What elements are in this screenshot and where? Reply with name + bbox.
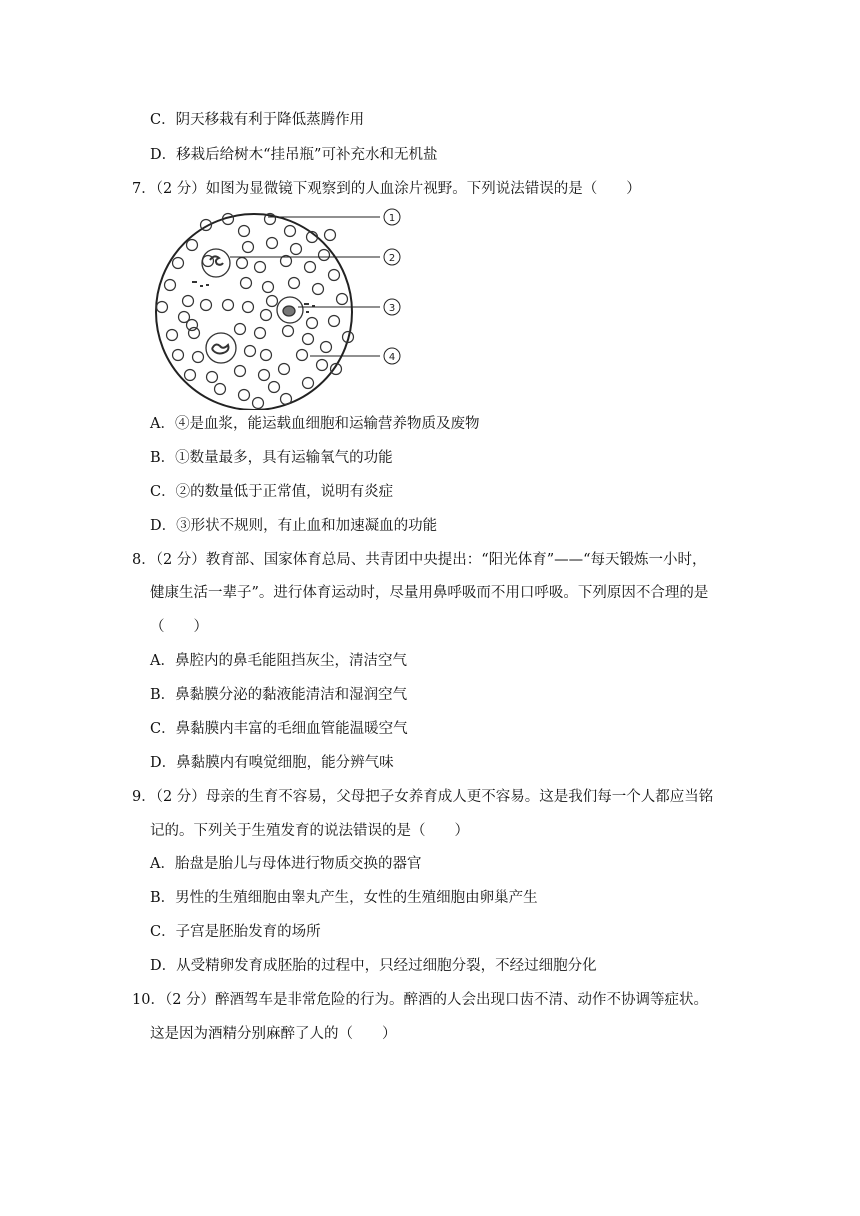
q10-stem-line1: 10．（2 分）醉酒驾车是非常危险的行为。醉酒的人会出现口齿不清、动作不协调等症状。 [132,992,709,1008]
red-blood-cell [223,300,234,311]
red-blood-cell [321,342,332,353]
red-blood-cell [255,328,266,339]
red-blood-cell [173,350,184,361]
q7-stem: 7．（2 分）如图为显微镜下观察到的人血涂片视野。下列说法错误的是（ ） [132,181,641,197]
q10-stem-line2: 这是因为酒精分别麻醉了人的（ ） [150,1026,397,1042]
red-blood-cell [207,372,218,383]
red-blood-cell [261,350,272,361]
blood-smear-figure [148,205,408,410]
red-blood-cell [187,240,198,251]
red-blood-cell [319,250,330,261]
red-blood-cell [255,262,266,273]
red-blood-cell [325,230,336,241]
q8-stem-line2: 健康生活一辈子”。进行体育运动时，尽量用鼻呼吸而不用口呼吸。下列原因不合理的是 [150,585,709,601]
red-blood-cell [337,294,348,305]
red-blood-cell [239,226,250,237]
q9-option-a: A．胎盘是胎儿与母体进行物质交换的器官 [150,856,422,872]
q9-option-c: C．子宫是胚胎发育的场所 [150,924,321,940]
red-blood-cell [317,360,328,371]
red-blood-cell [235,324,246,335]
red-blood-cell [263,282,274,293]
q6-option-d: D．移栽后给树木“挂吊瓶”可补充水和无机盐 [150,147,438,163]
red-blood-cell [291,244,302,255]
red-blood-cell [329,270,340,281]
label-4: 4 [388,352,396,363]
label-3: 3 [388,303,396,314]
red-blood-cell [303,378,314,389]
red-blood-cell [245,346,256,357]
label-2: 2 [388,253,396,264]
q8-option-d: D．鼻黏膜内有嗅觉细胞，能分辨气味 [150,755,394,771]
q7-option-d: D．③形状不规则，有止血和加速凝血的功能 [150,518,438,534]
q7-option-a: A．④是血浆，能运载血细胞和运输营养物质及废物 [150,416,480,432]
red-blood-cell [281,394,292,405]
red-blood-cell [243,242,254,253]
red-blood-cell [241,278,252,289]
red-blood-cell [253,398,264,409]
q9-stem-line2: 记的。下列关于生殖发育的说法错误的是（ ） [150,823,469,839]
red-blood-cell [285,226,296,237]
red-blood-cell [183,296,194,307]
red-blood-cell [267,238,278,249]
red-blood-cell [243,302,254,313]
red-blood-cell [283,326,294,337]
white-blood-cell-3 [206,333,236,363]
red-blood-cell [165,280,176,291]
red-blood-cell [305,262,316,273]
q8-option-c: C．鼻黏膜内丰富的毛细血管能温暖空气 [150,721,408,737]
red-blood-cell [307,318,318,329]
red-blood-cell [201,300,212,311]
red-blood-cell [261,310,272,321]
red-blood-cell [235,366,246,377]
red-blood-cell [289,278,300,289]
q7-option-c: C．②的数量低于正常值，说明有炎症 [150,484,394,500]
q9-option-d: D．从受精卵发育成胚胎的过程中，只经过细胞分裂，不经过细胞分化 [150,958,597,974]
red-blood-cell [267,296,278,307]
q7-option-b: B．①数量最多，具有运输氧气的功能 [150,450,393,466]
red-blood-cell [259,370,270,381]
red-blood-cell [157,302,168,313]
q9-stem-line1: 9．（2 分）母亲的生育不容易，父母把子女养育成人更不容易。这是我们每一个人都应当铭 [132,789,714,805]
red-blood-cell [279,364,290,375]
red-blood-cell [185,370,196,381]
q8-option-b: B．鼻黏膜分泌的黏液能清洁和湿润空气 [150,687,408,703]
white-blood-cell-2 [277,297,303,323]
figure-labels [384,209,400,364]
red-blood-cell [329,316,340,327]
red-blood-cell [237,258,248,269]
red-blood-cell [269,382,280,393]
q8-stem-line1: 8．（2 分）教育部、国家体育总局、共青团中央提出：“阳光体育”——“每天锻炼一小时， [132,552,707,568]
red-blood-cell [187,320,198,331]
q9-option-b: B．男性的生殖细胞由睾丸产生，女性的生殖细胞由卵巢产生 [150,890,538,906]
red-blood-cell [189,328,200,339]
q8-stem-line3: （ ） [150,619,208,635]
red-blood-cell [173,258,184,269]
red-blood-cell [297,350,308,361]
red-blood-cell [167,330,178,341]
white-blood-cell-1 [202,249,230,277]
q6-option-c: C．阴天移栽有利于降低蒸腾作用 [150,112,365,128]
red-blood-cell [313,284,324,295]
q8-option-a: A．鼻腔内的鼻毛能阻挡灰尘，清洁空气 [150,653,407,669]
label-1: 1 [388,213,396,224]
red-blood-cell [193,352,204,363]
red-blood-cell [303,334,314,345]
red-blood-cell [239,390,250,401]
red-blood-cell [215,384,226,395]
